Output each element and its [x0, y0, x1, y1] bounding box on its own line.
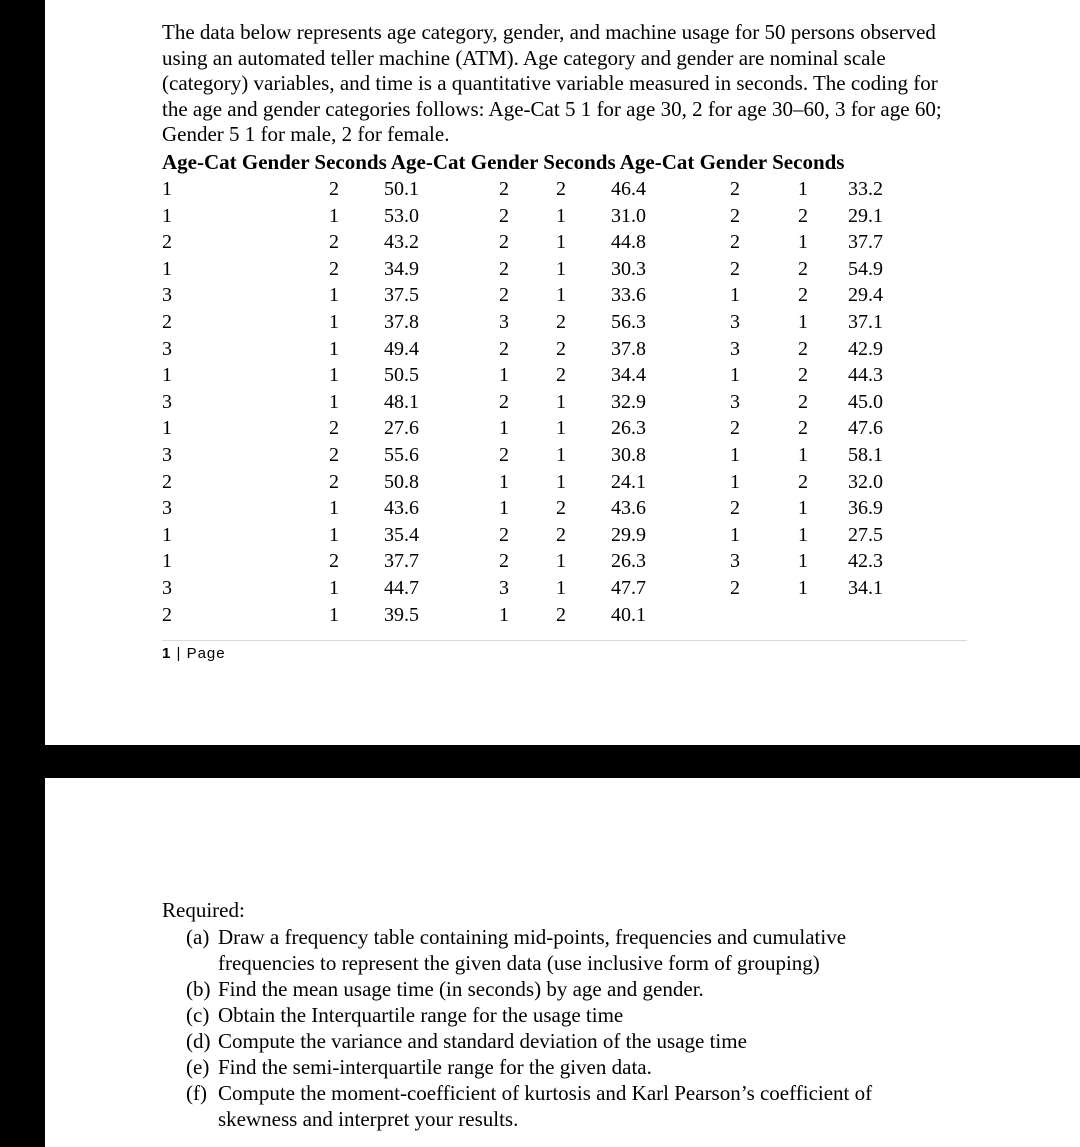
- table-cell: 47.7: [611, 576, 646, 599]
- table-cell: 43.6: [384, 497, 419, 520]
- table-cell: 2: [798, 417, 808, 440]
- table-cell: 2: [730, 576, 740, 599]
- table-cell: 3: [730, 310, 740, 333]
- required-heading: Required:: [162, 898, 245, 922]
- table-cell: 3: [162, 443, 172, 466]
- table-row: [162, 469, 962, 496]
- table-cell: 1: [798, 310, 808, 333]
- table-cell: 1: [329, 523, 339, 546]
- table-cell: 1: [798, 178, 808, 200]
- table-row: [162, 548, 962, 575]
- table-cell: 44.7: [384, 576, 419, 599]
- table-row: [162, 442, 962, 469]
- table-cell: 2: [798, 204, 808, 227]
- table-cell: 29.9: [611, 523, 646, 546]
- table-cell: 26.3: [611, 417, 646, 440]
- table-cell: 1: [730, 443, 740, 466]
- table-cell: 1: [798, 550, 808, 573]
- table-cell: 29.4: [848, 284, 883, 307]
- table-row: [162, 362, 962, 389]
- table-cell: 2: [556, 337, 566, 360]
- table-cell: 1: [329, 337, 339, 360]
- table-row: [162, 602, 962, 629]
- required-item: [186, 1002, 916, 1028]
- required-item: [186, 976, 916, 1002]
- table-row: [162, 256, 962, 283]
- table-cell: 2: [556, 178, 566, 200]
- table-cell: 1: [162, 257, 172, 280]
- table-row: [162, 309, 962, 336]
- required-item-text: Compute the moment-coefficient of kurtosis and Karl Pearson’s coefficient of skewness and interpret your results.: [218, 1081, 873, 1131]
- document-page-2: [45, 778, 1080, 1147]
- table-cell: 2: [329, 178, 339, 200]
- table-cell: 1: [556, 443, 566, 466]
- table-cell: 26.3: [611, 550, 646, 573]
- table-cell: 2: [798, 470, 808, 493]
- table-cell: 53.0: [384, 204, 419, 227]
- required-item-label: (a): [186, 925, 210, 949]
- table-cell: 3: [162, 497, 172, 520]
- table-cell: 40.1: [611, 603, 646, 626]
- page-number: 1: [162, 645, 172, 662]
- table-row: [162, 176, 962, 203]
- table-cell: 2: [162, 310, 172, 333]
- table-cell: 1: [556, 231, 566, 254]
- table-cell: 47.6: [848, 417, 883, 440]
- table-cell: 1: [162, 550, 172, 573]
- table-row: [162, 415, 962, 442]
- table-cell: 2: [329, 550, 339, 573]
- table-row: [162, 336, 962, 363]
- table-cell: 24.1: [611, 470, 646, 493]
- table-cell: 43.2: [384, 231, 419, 254]
- table-cell: 34.4: [611, 364, 646, 387]
- table-cell: 2: [162, 603, 172, 626]
- table-cell: 49.4: [384, 337, 419, 360]
- table-cell: 1: [162, 417, 172, 440]
- table-cell: 1: [556, 204, 566, 227]
- data-table: [162, 176, 962, 628]
- table-cell: 27.6: [384, 417, 419, 440]
- table-cell: 3: [730, 337, 740, 360]
- table-cell: 37.8: [611, 337, 646, 360]
- table-cell: 33.6: [611, 284, 646, 307]
- table-cell: 29.1: [848, 204, 883, 227]
- table-cell: 2: [730, 497, 740, 520]
- table-cell: 37.7: [384, 550, 419, 573]
- table-cell: 1: [499, 364, 509, 387]
- table-cell: 1: [556, 470, 566, 493]
- table-cell: 1: [798, 231, 808, 254]
- table-cell: 34.9: [384, 257, 419, 280]
- table-cell: 2: [162, 470, 172, 493]
- table-cell: 2: [499, 204, 509, 227]
- table-cell: 3: [162, 390, 172, 413]
- table-cell: 37.7: [848, 231, 883, 254]
- table-cell: 1: [329, 284, 339, 307]
- required-item-text: Obtain the Interquartile range for the usage time: [218, 1003, 624, 1027]
- table-cell: 37.5: [384, 284, 419, 307]
- table-cell: 50.5: [384, 364, 419, 387]
- table-cell: 58.1: [848, 443, 883, 466]
- required-item-text: Compute the variance and standard deviation of the usage time: [218, 1029, 747, 1053]
- required-item: [186, 1080, 916, 1132]
- table-cell: 2: [798, 390, 808, 413]
- table-cell: 2: [499, 231, 509, 254]
- table-cell: 1: [162, 178, 172, 200]
- required-item-label: (c): [186, 1003, 210, 1027]
- table-cell: 42.9: [848, 337, 883, 360]
- required-item: [186, 1054, 916, 1080]
- table-cell: 3: [162, 576, 172, 599]
- table-cell: 1: [798, 523, 808, 546]
- table-cell: 3: [499, 576, 509, 599]
- table-cell: 37.8: [384, 310, 419, 333]
- table-cell: 2: [499, 550, 509, 573]
- table-cell: 3: [162, 337, 172, 360]
- table-cell: 2: [329, 470, 339, 493]
- required-item-label: (d): [186, 1029, 211, 1053]
- table-cell: 1: [556, 390, 566, 413]
- table-cell: 1: [329, 390, 339, 413]
- table-cell: 1: [556, 284, 566, 307]
- table-cell: 37.1: [848, 310, 883, 333]
- table-cell: 1: [730, 284, 740, 307]
- table-cell: 2: [499, 443, 509, 466]
- table-cell: 2: [798, 257, 808, 280]
- table-cell: 1: [329, 497, 339, 520]
- table-cell: 3: [162, 284, 172, 307]
- required-item-text: Find the semi-interquartile range for the given data.: [218, 1055, 652, 1079]
- table-cell: 33.2: [848, 178, 883, 200]
- table-cell: 48.1: [384, 390, 419, 413]
- required-item-label: (e): [186, 1055, 210, 1079]
- table-cell: 2: [556, 310, 566, 333]
- page-label: Page: [186, 645, 226, 662]
- table-cell: 2: [329, 443, 339, 466]
- table-cell: 2: [730, 257, 740, 280]
- table-cell: 2: [730, 417, 740, 440]
- required-item: [186, 924, 916, 976]
- required-item-label: (b): [186, 977, 211, 1001]
- table-cell: 1: [556, 550, 566, 573]
- table-header-row: Age-Cat Gender Seconds Age-Cat Gender Seconds Age-Cat Gender Seconds: [162, 150, 845, 174]
- table-cell: 1: [730, 523, 740, 546]
- table-cell: 1: [499, 603, 509, 626]
- table-row: [162, 389, 962, 416]
- table-cell: 39.5: [384, 603, 419, 626]
- table-cell: 2: [730, 204, 740, 227]
- table-cell: 2: [329, 257, 339, 280]
- table-cell: 2: [798, 284, 808, 307]
- page-footer: [162, 645, 226, 662]
- table-cell: 44.3: [848, 364, 883, 387]
- table-cell: 36.9: [848, 497, 883, 520]
- table-cell: 2: [499, 390, 509, 413]
- table-row: [162, 229, 962, 256]
- table-cell: 45.0: [848, 390, 883, 413]
- table-cell: 42.3: [848, 550, 883, 573]
- table-cell: 1: [329, 576, 339, 599]
- footer-divider: [162, 640, 967, 641]
- table-cell: 32.9: [611, 390, 646, 413]
- required-item-text: Find the mean usage time (in seconds) by age and gender.: [218, 977, 704, 1001]
- table-row: [162, 495, 962, 522]
- table-cell: 1: [329, 603, 339, 626]
- table-cell: 2: [329, 417, 339, 440]
- table-cell: 1: [730, 364, 740, 387]
- table-cell: 2: [556, 364, 566, 387]
- table-cell: 1: [162, 204, 172, 227]
- required-item-label: (f): [186, 1081, 207, 1105]
- table-cell: 46.4: [611, 178, 646, 200]
- table-cell: 2: [499, 284, 509, 307]
- table-cell: 2: [798, 337, 808, 360]
- table-cell: 54.9: [848, 257, 883, 280]
- table-cell: 1: [556, 576, 566, 599]
- table-cell: 2: [499, 257, 509, 280]
- table-cell: 1: [499, 417, 509, 440]
- table-cell: 1: [162, 523, 172, 546]
- table-cell: 2: [329, 231, 339, 254]
- table-cell: 2: [556, 523, 566, 546]
- table-cell: 2: [730, 178, 740, 200]
- intro-paragraph: The data below represents age category, gender, and machine usage for 50 persons observed using an automated teller machine (ATM). Age category and gender are nominal scale (category) variables, and time is a quantitative variable measured in seconds. The coding for the age and gender categories follows: Age-Cat 5 1 for age 30, 2 for age 30–60, 3 for age 60; Gender 5 1 for male, 2 for female.: [162, 20, 942, 147]
- table-cell: 50.8: [384, 470, 419, 493]
- table-cell: 35.4: [384, 523, 419, 546]
- table-cell: 1: [798, 497, 808, 520]
- table-cell: 55.6: [384, 443, 419, 466]
- table-cell: 50.1: [384, 178, 419, 200]
- table-cell: 2: [162, 231, 172, 254]
- required-item-text: Draw a frequency table containing mid-points, frequencies and cumulative frequencies to represent the given data (use inclusive form of grouping): [218, 925, 847, 975]
- table-cell: 3: [730, 550, 740, 573]
- table-cell: 27.5: [848, 523, 883, 546]
- table-row: [162, 575, 962, 602]
- table-cell: 1: [798, 443, 808, 466]
- table-cell: 1: [162, 364, 172, 387]
- table-row: [162, 282, 962, 309]
- footer-separator: |: [171, 645, 187, 662]
- table-cell: 3: [499, 310, 509, 333]
- table-cell: 30.3: [611, 257, 646, 280]
- table-row: [162, 203, 962, 230]
- table-cell: 1: [798, 576, 808, 599]
- table-cell: 1: [499, 497, 509, 520]
- table-cell: 2: [730, 231, 740, 254]
- table-cell: 2: [499, 523, 509, 546]
- required-item: [186, 1028, 916, 1054]
- required-list: [186, 924, 916, 1132]
- table-cell: 2: [556, 603, 566, 626]
- table-cell: 31.0: [611, 204, 646, 227]
- table-cell: 2: [556, 497, 566, 520]
- table-cell: 1: [556, 417, 566, 440]
- table-cell: 1: [499, 470, 509, 493]
- table-cell: 1: [730, 470, 740, 493]
- document-page-1: [45, 0, 1080, 745]
- table-row: [162, 522, 962, 549]
- table-cell: 3: [730, 390, 740, 413]
- table-cell: 30.8: [611, 443, 646, 466]
- table-cell: 2: [499, 337, 509, 360]
- table-cell: 1: [329, 364, 339, 387]
- table-cell: 1: [329, 310, 339, 333]
- table-cell: 2: [798, 364, 808, 387]
- table-cell: 1: [556, 257, 566, 280]
- table-cell: 34.1: [848, 576, 883, 599]
- table-cell: 56.3: [611, 310, 646, 333]
- table-cell: 2: [499, 178, 509, 200]
- table-cell: 44.8: [611, 231, 646, 254]
- table-cell: 1: [329, 204, 339, 227]
- table-cell: 43.6: [611, 497, 646, 520]
- table-cell: 32.0: [848, 470, 883, 493]
